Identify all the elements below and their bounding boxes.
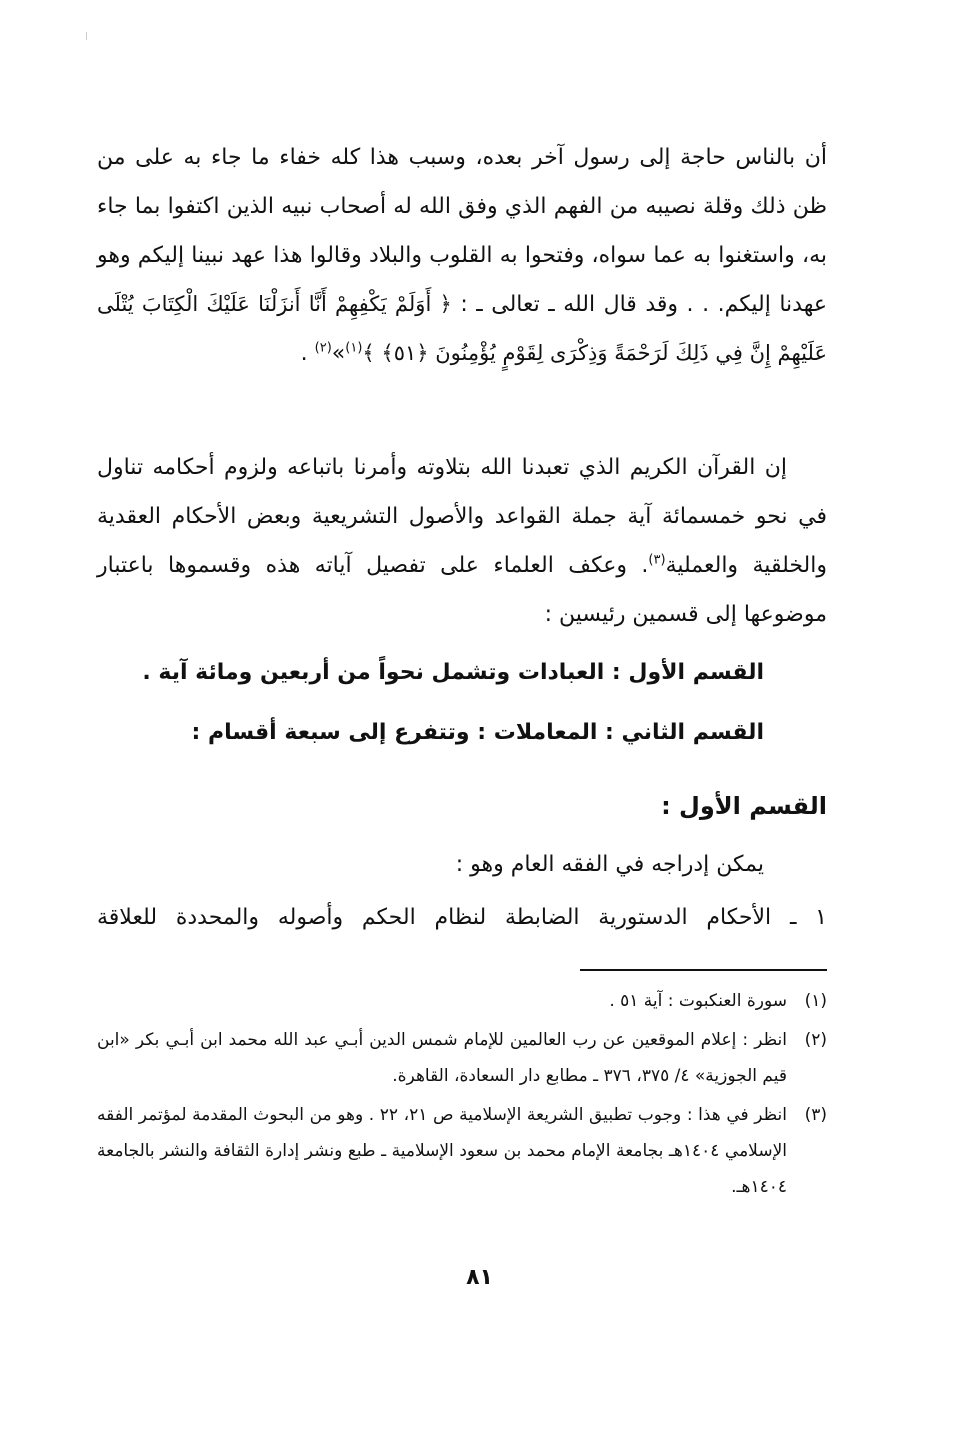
paragraph-1-text: أن بالناس حاجة إلى رسول آخر بعده، وسبب هذا كله خفاء ما جاء به على من ظن ذلك وقلة نصيبه من الفهم الذي وفق الله له أصحاب نبيه الذين اكتفوا بما جاء به، واستغنوا به عما سواه، وفتحوا به القلوب والبلاد وقالوا هذا عهد نبينا إليكم وهو عهدنا إليكم. . . وقد قال الله ـ تعالى ـ :: [97, 145, 827, 317]
paragraph-1: [97, 133, 827, 378]
footnote-number: (٢): [804, 1030, 827, 1050]
section-heading: القسم الأول :: [661, 792, 827, 820]
scan-mark: [86, 32, 87, 40]
paragraph-2-text-after: . وعكف العلماء على تفصيل آياته هذه وقسموها باعتبار موضوعها إلى قسمين رئيسين :: [97, 553, 827, 627]
footnote-ref-1: (١): [345, 340, 363, 356]
footnote-1: [97, 983, 827, 1019]
footnote-number: (١): [804, 991, 827, 1011]
section-line-2: القسم الثاني : المعاملات : وتتفرع إلى سبعة أقسام :: [191, 720, 764, 745]
footnote-text: انظر : إعلام الموقعين عن رب العالمين للإمام شمس الدين أبـي عبد الله محمد ابن أبـي بكر «ابن قيم الجوزية» ٤/ ٣٧٥، ٣٧٦ ـ مطابع دار السعادة، القاهرة.: [97, 1030, 787, 1086]
quran-verse: ﴿ أَوَلَمْ يَكْفِهِمْ أَنَّا أَنزَلْنَا عَلَيْكَ الْكِتَابَ يُتْلَى عَلَيْهِمْ إِنَّ فِي ذَلِكَ لَرَحْمَةً وَذِكْرَى لِقَوْمٍ يُؤْمِنُونَ ﴿٥١﴾ ﴾: [97, 292, 827, 365]
paragraph-2: [97, 443, 827, 639]
close-quote: »: [331, 341, 346, 366]
section-line-1: القسم الأول : العبادات وتشمل نحواً من أربعين ومائة آية .: [142, 660, 764, 685]
footnote-separator: [580, 969, 827, 971]
intro-line: يمكن إدراجه في الفقه العام وهو :: [455, 852, 764, 877]
footnote-text: سورة العنكبوت : آية ٥١ .: [609, 991, 787, 1011]
footnotes: [97, 983, 827, 1208]
paragraph-1-end: .: [300, 341, 308, 366]
footnote-ref-2: (٢): [314, 340, 332, 356]
footnote-text: انظر في هذا : وجوب تطبيق الشريعة الإسلامية ص ٢١، ٢٢ . وهو من البحوث المقدمة لمؤتمر الفقه الإسلامي ١٤٠٤هـ بجامعة الإمام محمد بن سعود الإسلامية ـ طبع ونشر إدارة الثقافة والنشر بالجامعة ١٤٠٤هـ.: [97, 1105, 788, 1197]
page-number: ٨١: [466, 1265, 493, 1290]
footnote-2: [97, 1022, 827, 1094]
footnote-3: [97, 1097, 827, 1205]
footnote-ref-3: (٣): [648, 552, 666, 568]
list-item: ١ ـ الأحكام الدستورية الضابطة لنظام الحكم وأصوله والمحددة للعلاقة: [97, 905, 827, 930]
paragraph-2-text: إن القرآن الكريم الذي تعبدنا الله بتلاوته وأمرنا باتباعه ولزوم أحكامه تناول في نحو خمسمائة آية جملة القواعد والأصول التشريعية وبعض الأحكام العقدية والخلقية والعملية: [97, 455, 827, 578]
footnote-number: (٣): [804, 1105, 827, 1125]
